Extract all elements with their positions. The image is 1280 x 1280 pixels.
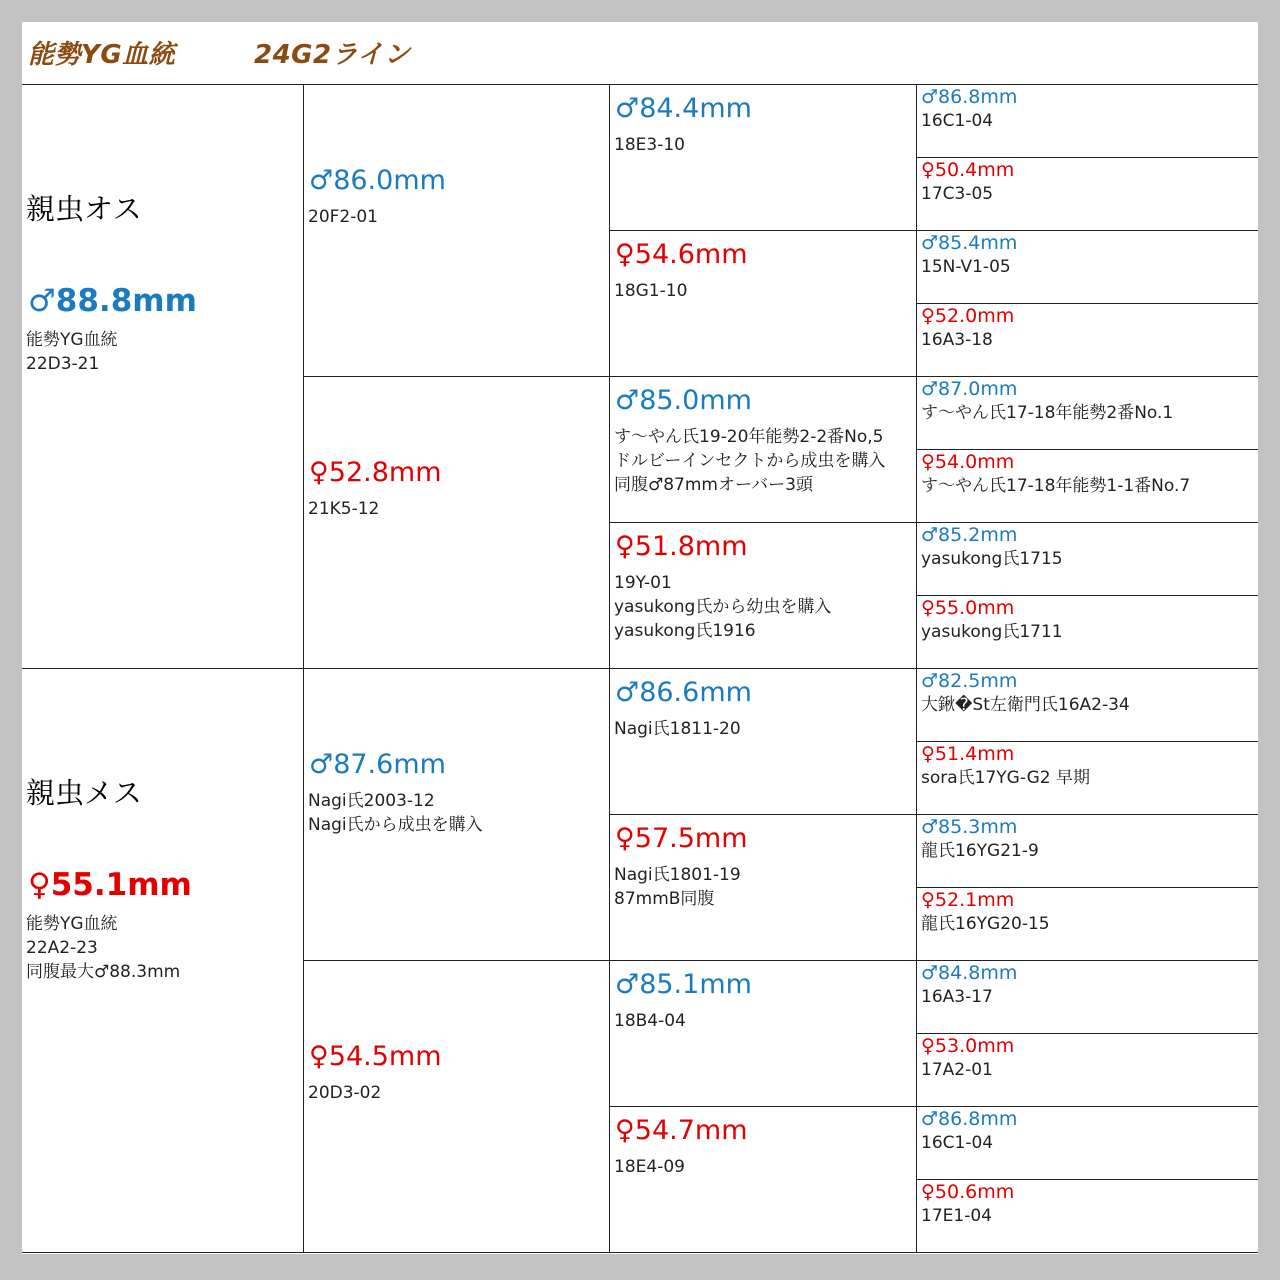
ancestor-measurement: ♀55.0mm [921, 597, 1015, 619]
great-grandparent-info: す〜やん氏19-20年能勢2-2番No,5 ドルビーインセクトから成虫を購入 同腹♂87mmオーバー3頭 [614, 427, 886, 495]
great-grandparent-cell [610, 669, 917, 815]
great-grandparent-measurement: ♀57.5mm [615, 823, 748, 854]
father-role-label: 親虫オス [26, 192, 142, 226]
great-grandparent-measurement: ♂84.4mm [615, 93, 752, 124]
great-grandparent-cell [610, 961, 917, 1107]
great-grandparent-measurement: ♀51.8mm [615, 531, 748, 562]
ancestor-info: sora氏17YG-G2 早期 [921, 768, 1091, 788]
father-cell [22, 85, 304, 669]
bloodline-title: 能勢YG血統 [28, 40, 176, 70]
pedigree-sheet [22, 22, 1258, 1254]
mother-cell [22, 669, 304, 1253]
ancestor-measurement: ♀50.6mm [921, 1181, 1015, 1203]
grandparent-info: 20F2-01 [308, 207, 378, 227]
ancestor-cell [917, 158, 1258, 231]
grandparent-measurement: ♂86.0mm [309, 165, 446, 196]
ancestor-info: 17E1-04 [921, 1206, 992, 1226]
great-grandparent-info: 18B4-04 [614, 1011, 686, 1031]
ancestor-measurement: ♂85.2mm [921, 524, 1018, 546]
great-grandparent-measurement: ♀54.7mm [615, 1115, 748, 1146]
great-grandparent-cell [610, 377, 917, 523]
ancestor-info: 15N-V1-05 [921, 257, 1011, 277]
ancestor-cell [917, 304, 1258, 377]
ancestor-measurement: ♀51.4mm [921, 743, 1015, 765]
ancestor-cell [917, 888, 1258, 961]
ancestor-info: yasukong氏1711 [921, 622, 1063, 642]
great-grandparent-cell [610, 815, 917, 961]
ancestor-info: す〜やん氏17-18年能勢1-1番No.7 [921, 476, 1191, 496]
ancestor-info: 大鍬�St左衛門氏16A2-34 [921, 695, 1130, 715]
ancestor-cell [917, 669, 1258, 742]
ancestor-measurement: ♂85.3mm [921, 816, 1018, 838]
great-grandparent-info: Nagi氏1801-19 87mmB同腹 [614, 865, 741, 909]
mother-role-label: 親虫メス [26, 776, 143, 810]
ancestor-cell [917, 1180, 1258, 1253]
ancestor-cell [917, 596, 1258, 669]
ancestor-measurement: ♂87.0mm [921, 378, 1018, 400]
ancestor-cell [917, 450, 1258, 523]
ancestor-measurement: ♂84.8mm [921, 962, 1018, 984]
great-grandparent-measurement: ♂85.0mm [615, 385, 752, 416]
great-grandparent-measurement: ♂86.6mm [615, 677, 752, 708]
ancestor-info: yasukong氏1715 [921, 549, 1063, 569]
ancestor-info: 17A2-01 [921, 1060, 993, 1080]
ancestor-measurement: ♂86.8mm [921, 86, 1018, 108]
great-grandparent-info: 18E3-10 [614, 135, 685, 155]
ancestor-measurement: ♂85.4mm [921, 232, 1018, 254]
ancestor-info: 龍氏16YG20-15 [921, 914, 1050, 934]
ancestor-cell [917, 377, 1258, 450]
great-grandparent-info: Nagi氏1811-20 [614, 719, 741, 739]
grandparent-measurement: ♀52.8mm [309, 457, 442, 488]
grandparent-info: Nagi氏2003-12 Nagi氏から成虫を購入 [308, 791, 483, 835]
great-grandparent-cell [610, 85, 917, 231]
great-grandparent-info: 19Y-01 yasukong氏から幼虫を購入 yasukong氏1916 [614, 573, 832, 641]
father-p2-cell [304, 377, 610, 669]
mother-info: 能勢YG血統 22A2-23 同腹最大♂88.3mm [26, 914, 181, 982]
ancestor-info: 16C1-04 [921, 1133, 994, 1153]
ancestor-cell [917, 523, 1258, 596]
ancestor-info: 16C1-04 [921, 111, 994, 131]
mother-p1-cell [304, 669, 610, 961]
ancestor-measurement: ♂82.5mm [921, 670, 1018, 692]
great-grandparent-info: 18E4-09 [614, 1157, 685, 1177]
great-grandparent-cell [610, 231, 917, 377]
great-grandparent-cell [610, 1107, 917, 1253]
ancestor-measurement: ♀50.4mm [921, 159, 1015, 181]
father-measurement: ♂88.8mm [28, 283, 197, 319]
ancestor-measurement: ♀54.0mm [921, 451, 1015, 473]
great-grandparent-cell [610, 523, 917, 669]
grandparent-measurement: ♂87.6mm [309, 749, 446, 780]
ancestor-cell [917, 742, 1258, 815]
ancestor-measurement: ♂86.8mm [921, 1108, 1018, 1130]
ancestor-cell [917, 1034, 1258, 1107]
line-title: 24G2ライン [254, 40, 411, 70]
ancestor-cell [917, 961, 1258, 1034]
title-bar [22, 22, 1258, 85]
ancestor-cell [917, 1107, 1258, 1180]
father-p1-cell [304, 85, 610, 377]
ancestor-info: 龍氏16YG21-9 [921, 841, 1039, 861]
grandparent-info: 20D3-02 [308, 1083, 382, 1103]
ancestor-info: 16A3-18 [921, 330, 993, 350]
ancestor-cell [917, 815, 1258, 888]
great-grandparent-measurement: ♀54.6mm [615, 239, 748, 270]
grandparent-measurement: ♀54.5mm [309, 1041, 442, 1072]
great-grandparent-measurement: ♂85.1mm [615, 969, 752, 1000]
great-grandparent-info: 18G1-10 [614, 281, 688, 301]
ancestor-info: 17C3-05 [921, 184, 994, 204]
ancestor-measurement: ♀53.0mm [921, 1035, 1015, 1057]
ancestor-cell [917, 85, 1258, 158]
father-info: 能勢YG血統 22D3-21 [26, 330, 118, 374]
mother-p2-cell [304, 961, 610, 1253]
mother-measurement: ♀55.1mm [28, 867, 192, 903]
ancestor-info: す〜やん氏17-18年能勢2番No.1 [921, 403, 1174, 423]
ancestor-measurement: ♀52.1mm [921, 889, 1015, 911]
ancestor-info: 16A3-17 [921, 987, 993, 1007]
ancestor-cell [917, 231, 1258, 304]
ancestor-measurement: ♀52.0mm [921, 305, 1015, 327]
grandparent-info: 21K5-12 [308, 499, 380, 519]
